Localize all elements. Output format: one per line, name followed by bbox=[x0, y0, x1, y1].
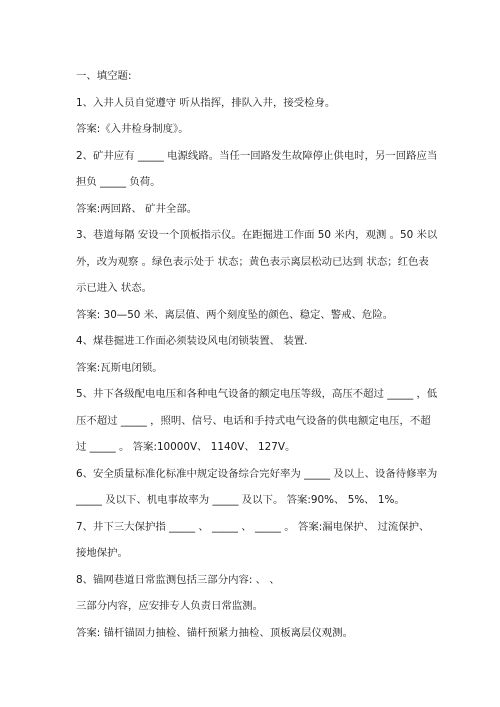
question-6-line-1: 6、安全质量标准化标准中规定设备综合完好率为 _____ 及以上、设备待修率为 bbox=[76, 467, 438, 480]
question-5-line-1: 5、井下各级配电电压和各种电气设备的额定电压等级，高压不超过 _____ ，低 bbox=[76, 388, 438, 400]
question-2-line-2: 担负 _____ 负荷。 bbox=[76, 176, 161, 188]
question-3-line-1: 3、巷道每隔 安设一个顶板指示仪。在距掘进工作面 50 米内，观测 。50 米以 bbox=[76, 229, 438, 241]
question-8-line-2: 三部分内容，应安排专人负责日常监测。 bbox=[76, 600, 264, 612]
question-7-line-1: 7、井下三大保护指 _____ 、 _____ 、 _____ 。 答案:漏电保护、 过流保护、 bbox=[76, 520, 430, 533]
answer-1: 答案:《入井检身制度》。 bbox=[76, 123, 189, 135]
question-3-line-2: 外，改为观察 。绿色表示处于 状态；黄色表示离层松动已达到 状态；红色表 bbox=[76, 255, 429, 268]
question-1: 1、入井人员自觉遵守 听从指挥，排队入井，接受检身。 bbox=[76, 96, 336, 109]
section-heading: 一、填空题: bbox=[76, 70, 132, 82]
answer-2: 答案:两回路、 矿井全部。 bbox=[76, 202, 198, 215]
answer-3: 答案: 30—50 米、离层值、两个刻度坠的颜色、稳定、警戒、危险。 bbox=[76, 308, 394, 321]
question-7-line-2: 接地保护。 bbox=[76, 547, 128, 559]
question-3-line-3: 示已进入 状态。 bbox=[76, 282, 153, 294]
answer-4: 答案:瓦斯电闭锁。 bbox=[76, 361, 163, 374]
question-2-line-1: 2、矿井应有 _____ 电源线路。当任一回路发生故障停止供电时，另一回路应当 bbox=[76, 149, 438, 162]
document-body bbox=[76, 63, 448, 646]
question-5-line-3: 过 _____ 。 答案:10000V、 1140V、 127V。 bbox=[76, 441, 296, 453]
question-8-line-1: 8、锚网巷道日常监测包括三部分内容: 、 、 bbox=[76, 573, 280, 586]
question-5-line-2: 压不超过 _____ ，照明、信号、电话和手持式电气设备的供电额定电压，不超 bbox=[76, 414, 431, 427]
answer-8: 答案: 锚杆锚固力抽检、锚杆预紧力抽检、顶板离层仪观测。 bbox=[76, 626, 353, 639]
question-6-line-2: _____ 及以下、机电事故率为 _____ 及以下。 答案:90%、 5%、 1%。 bbox=[76, 494, 405, 506]
question-4: 4、煤巷掘进工作面必须装设风电闭锁装置、 装置. bbox=[76, 335, 308, 347]
